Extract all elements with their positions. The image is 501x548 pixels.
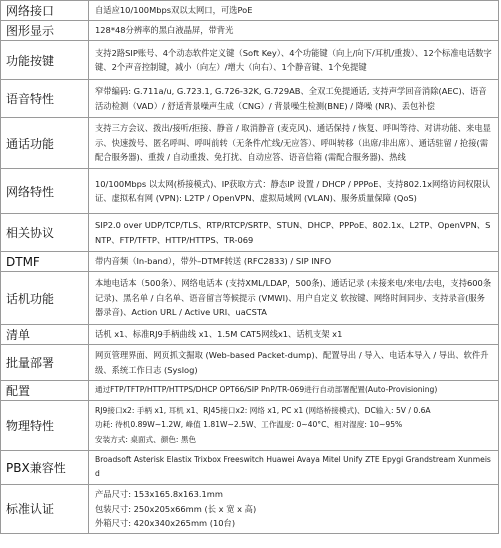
table-row: [1, 381, 499, 401]
row-value: 窄带编码: G.711a/u, G.723.1, G.726-32K, G.729AB、全双工免提通话, 支持声学回音消除(AEC)、语音活动检测（VAD）/ 舒适背景噪声生成（CNG）/ 背景噪生检测(BNE) / 降噪 (NR)、丢包补偿: [89, 80, 499, 118]
row-value: 支持三方会议、拨出/接听/拒接、静音 / 取消静音 (麦克风)、通话保持 / 恢复、呼叫等待、对讲功能、来电显示、快速拨号、匿名呼叫、呼叫前转（无条件/忙线/无应答）、呼叫转移（出席/非出席）、通话驻留 / 抢接(需配合服务器)、重拨 / 自动重拨、免打扰、自动应答、语音信箱 (需配合服务器)、热线: [89, 118, 499, 169]
table-row: [1, 80, 499, 118]
row-value: 10/100Mbps 以太网(桥接模式)、IP获取方式：静态IP 设置 / DHCP / PPPoE、支持802.1x网络访问权限认证、虚拟私有网 (VPN): L2TP / OpenVPN、虚拟局域网 (VLAN)、服务质量保障 (QoS): [89, 169, 499, 214]
table-row: [1, 345, 499, 381]
row-value: 网页管理界面、网页抓文掘取 (Web-based Packet-dump)、配置导出 / 导入、电话本导入 / 导出、软件升级、系统工作日志 (Syslog): [89, 345, 499, 381]
row-label: 网络特性: [1, 169, 89, 214]
table-row: [1, 484, 499, 533]
row-label: 网络接口: [1, 1, 89, 21]
table-row: [1, 21, 499, 41]
row-label: 标准认证: [1, 484, 89, 533]
row-value: 通过FTP/TFTP/HTTP/HTTPS/DHCP OPT66/SIP PnP/TR-069进行自动部署配置(Auto-Provisioning): [89, 381, 499, 401]
row-label: 功能按键: [1, 41, 89, 80]
row-value: RJ9接口x2: 手柄 x1, 耳机 x1、RJ45接口x2: 网络 x1, PC x1 (网络桥接模式)、DC输入: 5V / 0.6A 功耗: 待机0.89W~1.2W, 峰值 1.81W~2.5W、工作温度: 0~40°C、相对湿度: 10~95% 安装方式: 桌面式、颜色: 黑色: [89, 401, 499, 451]
row-label: 批量部署: [1, 345, 89, 381]
row-value: 产品尺寸: 153x165.8x163.1mm 包装尺寸: 250x205x66mm (长 x 宽 x 高) 外箱尺寸: 420x340x265mm (10台): [89, 484, 499, 533]
row-value: 带内音频（In-band），带外–DTMF转送 (RFC2833) / SIP INFO: [89, 252, 499, 272]
row-label: 语音特性: [1, 80, 89, 118]
table-row: [1, 214, 499, 252]
row-label: 相关协议: [1, 214, 89, 252]
row-value: Broadsoft Asterisk Elastix Trixbox Freeswitch Huawei Avaya Mitel Unify ZTE Epygi Grandstream Xunmeisd: [89, 451, 499, 485]
row-label: 图形显示: [1, 21, 89, 41]
row-label: 通话功能: [1, 118, 89, 169]
row-value: 支持2路SIP账号、4个动态软件定义键（Soft Key）、4个功能键（向上/向下/耳机/重拨）、12个标准电话数字键、2个声音控制键，减小（向左）/增大（向右）、1个静音键、1个免提键: [89, 41, 499, 80]
row-value: 128*48分辨率的黑白液晶屏，带背光: [89, 21, 499, 41]
table-row: [1, 252, 499, 272]
row-label: PBX兼容性: [1, 451, 89, 485]
row-label: 清单: [1, 325, 89, 345]
table-row: [1, 118, 499, 169]
table-row: [1, 272, 499, 325]
row-label: 配置: [1, 381, 89, 401]
row-label: 话机功能: [1, 272, 89, 325]
table-row: [1, 325, 499, 345]
table-row: [1, 41, 499, 80]
table-row: [1, 1, 499, 21]
row-label: 物理特性: [1, 401, 89, 451]
row-value: 本地电话本（500条）、网络电话本 (支持XML/LDAP，500条)、通话记录 (未接来电/来电/去电，支持600条记录)、黑名单 / 白名单、语音留言等候提示 (VMWI)、用户自定义 软按键、网络时间同步、支持录音(服务器录音)、Action URL / Active URI、uaCSTA: [89, 272, 499, 325]
row-value: SIP2.0 over UDP/TCP/TLS、RTP/RTCP/SRTP、STUN、DHCP、PPPoE、802.1x、L2TP、OpenVPN、SNTP、FTP/TFTP、HTTP/HTTPS、TR-069: [89, 214, 499, 252]
table-row: [1, 169, 499, 214]
table-row: [1, 451, 499, 485]
row-value: 话机 x1、标准RJ9手柄曲线 x1、1.5M CAT5网线x1、话机支架 x1: [89, 325, 499, 345]
row-label: DTMF: [1, 252, 89, 272]
row-value: 自适应10/100Mbps双以太网口，可选PoE: [89, 1, 499, 21]
table-row: [1, 401, 499, 451]
